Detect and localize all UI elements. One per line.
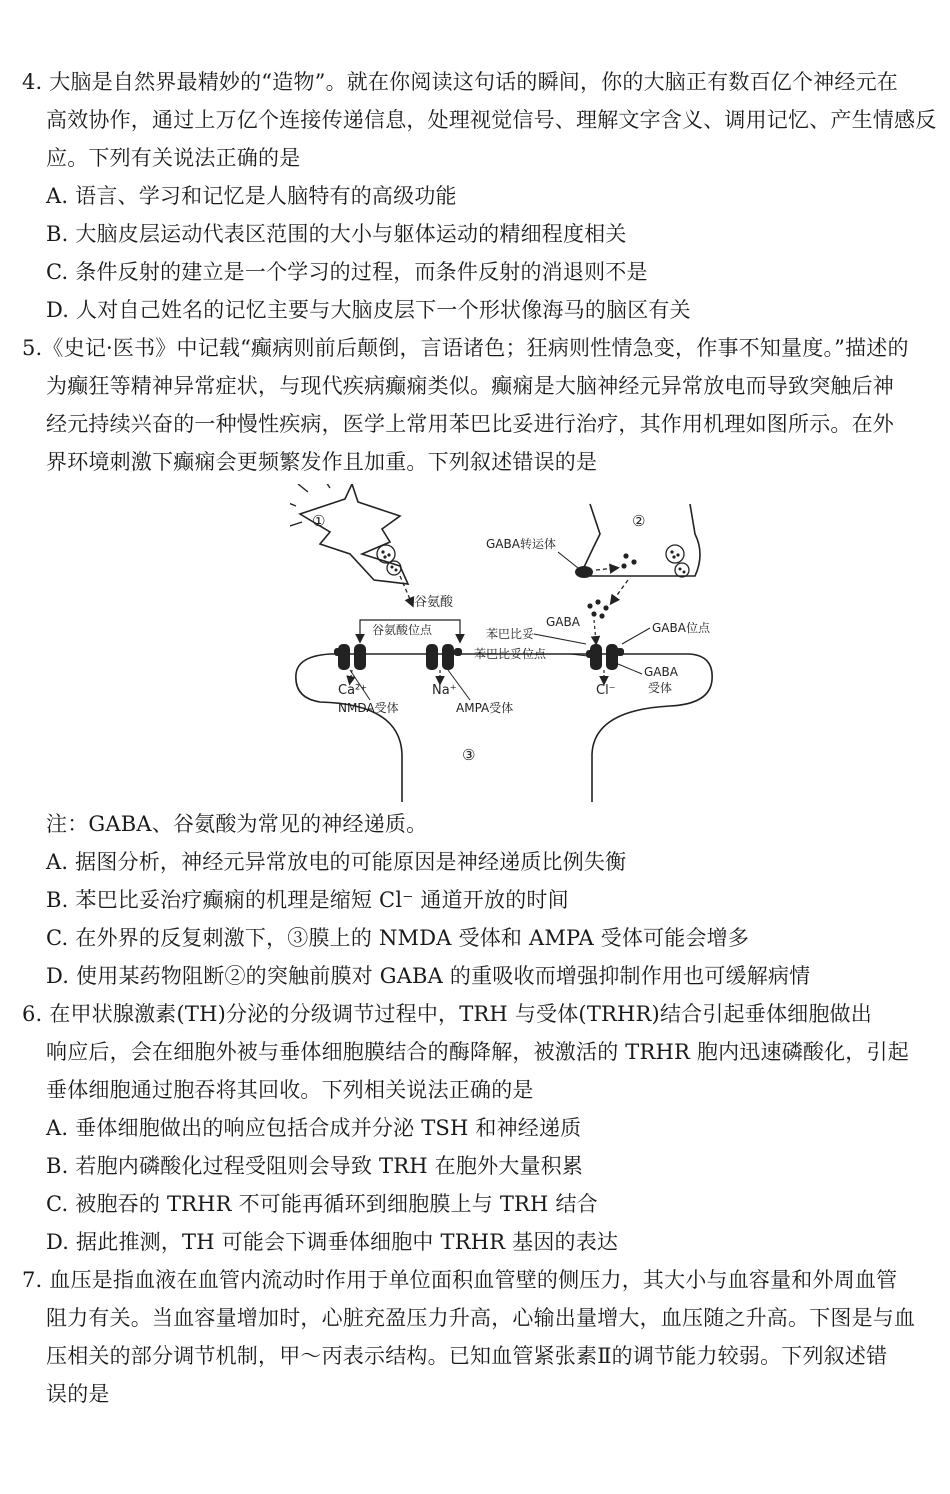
gaba-dots-cleft [587,599,608,618]
q7-stem-line-4: 误的是 [46,1382,110,1406]
gaba-receptor-label-1: GABA [644,665,678,679]
vesicle-2b [675,563,689,577]
neuron-1-body [300,484,408,584]
q4-option-b: B. 大脑皮层运动代表区范围的大小与躯体运动的精细程度相关 [46,222,627,246]
q6-stem-line-3: 垂体细胞通过胞吞将其回收。下列相关说法正确的是 [46,1078,534,1102]
q5-stem-line-1: 5.《史记·医书》中记载“癫病则前后颠倒，言语诸色；狂病则性情急变，作事不知量度。”描述的 [22,336,909,360]
gaba-label: GABA [546,615,580,629]
gaba-reuptake-arrow [596,568,616,570]
na-ion-label: Na⁺ [432,683,457,698]
q5-option-d: D. 使用某药物阻断②的突触前膜对 GABA 的重吸收而增强抑制作用也可缓解病情 [46,964,811,988]
gaba-transporter-label: GABA转运体 [486,537,556,551]
q6-option-b: B. 若胞内磷酸化过程受阻则会导致 TRH 在胞外大量积累 [46,1154,584,1178]
q5-option-a: A. 据图分析，神经元异常放电的可能原因是神经递质比例失衡 [46,850,627,874]
q6-stem-line-1: 6. 在甲状腺激素(TH)分泌的分级调节过程中，TRH 与受体(TRHR)结合引起垂体细胞做出 [22,1002,872,1026]
cl-ion-label: Cl⁻ [596,683,616,698]
ampa-receptor-label: AMPA受体 [456,701,514,715]
gaba-receptor-shape [586,644,624,670]
q5-option-b: B. 苯巴比妥治疗癫痫的机理是缩短 Cl⁻ 通道开放的时间 [46,888,569,912]
q4-option-c: C. 条件反射的建立是一个学习的过程，而条件反射的消退则不是 [46,260,648,284]
ampa-receptor-shape [426,644,462,670]
q6-stem-line-2: 响应后，会在细胞外被与垂体细胞膜结合的酶降解，被激活的 TRHR 胞内迅速磷酸化，引起 [46,1040,909,1064]
q7-stem-line-1: 7. 血压是指血液在血管内流动时作用于单位面积血管壁的侧压力，其大小与血容量和外周血管 [22,1268,898,1292]
neuron-3-label: ③ [462,746,476,764]
q5-stem-line-2: 为癫狂等精神异常症状，与现代疾病癫痫类似。癫痫是大脑神经元异常放电而导致突触后神 [46,374,894,398]
q4-option-a: A. 语言、学习和记忆是人脑特有的高级功能 [46,184,457,208]
q4-stem-line-2: 高效协作，通过上万亿个连接传递信息，处理视觉信号、理解文字含义、调用记忆、产生情感反 [46,108,937,132]
q6-option-d: D. 据此推测，TH 可能会下调垂体细胞中 TRHR 基因的表达 [46,1230,619,1254]
q4-option-d: D. 人对自己姓名的记忆主要与大脑皮层下一个形状像海马的脑区有关 [46,298,691,322]
phenobarbital-label: 苯巴比妥 [486,627,535,641]
neuron-1-label: ① [312,512,326,530]
vesicle-1b [387,561,401,575]
glutamate-label: 谷氨酸 [414,595,454,610]
gaba-release-arrow [612,580,628,602]
q7-stem-line-3: 压相关的部分调节机制，甲～丙表示结构。已知血管紧张素Ⅱ的调节能力较弱。下列叙述错 [46,1344,888,1368]
q5-stem-line-3: 经元持续兴奋的一种慢性疾病，医学上常用苯巴比妥进行治疗，其作用机理如图所示。在外 [46,412,894,436]
q5-option-c: C. 在外界的反复刺激下，③膜上的 NMDA 受体和 AMPA 受体可能会增多 [46,926,750,950]
q4-stem-line-1: 4. 大脑是自然界最精妙的“造物”。就在你阅读这句话的瞬间，你的大脑正有数百亿个神经元在 [22,70,898,94]
q4-stem-line-3: 应。下列有关说法正确的是 [46,146,301,170]
q7-stem-line-2: 阻力有关。当血容量增加时，心脏充盈压力升高，心输出量增大，血压随之升高。下图是与血 [46,1306,916,1330]
q6-option-c: C. 被胞吞的 TRHR 不可能再循环到细胞膜上与 TRH 结合 [46,1192,598,1216]
ca-ion-label: Ca²⁺ [338,683,368,698]
vesicle-1a [377,545,395,563]
gaba-receptor-label-2: 受体 [648,681,673,695]
vesicle-2a [666,545,684,563]
synapse-mechanism-figure [290,484,720,802]
q5-stem-line-4: 界环境刺激下癫痫会更频繁发作且加重。下列叙述错误的是 [46,450,598,474]
neuron-2-label: ② [632,512,646,530]
q6-option-a: A. 垂体细胞做出的响应包括合成并分泌 TSH 和神经递质 [46,1116,582,1140]
q5-note: 注：GABA、谷氨酸为常见的神经递质。 [46,812,428,836]
phenobarbital-site-label: 苯巴比妥位点 [474,647,547,661]
nmda-receptor-label: NMDA受体 [338,701,399,715]
gaba-dots-top [621,553,636,568]
glutamate-site-label: 谷氨酸位点 [372,623,433,637]
gaba-site-label: GABA位点 [652,621,710,635]
nmda-receptor-shape [334,644,366,670]
